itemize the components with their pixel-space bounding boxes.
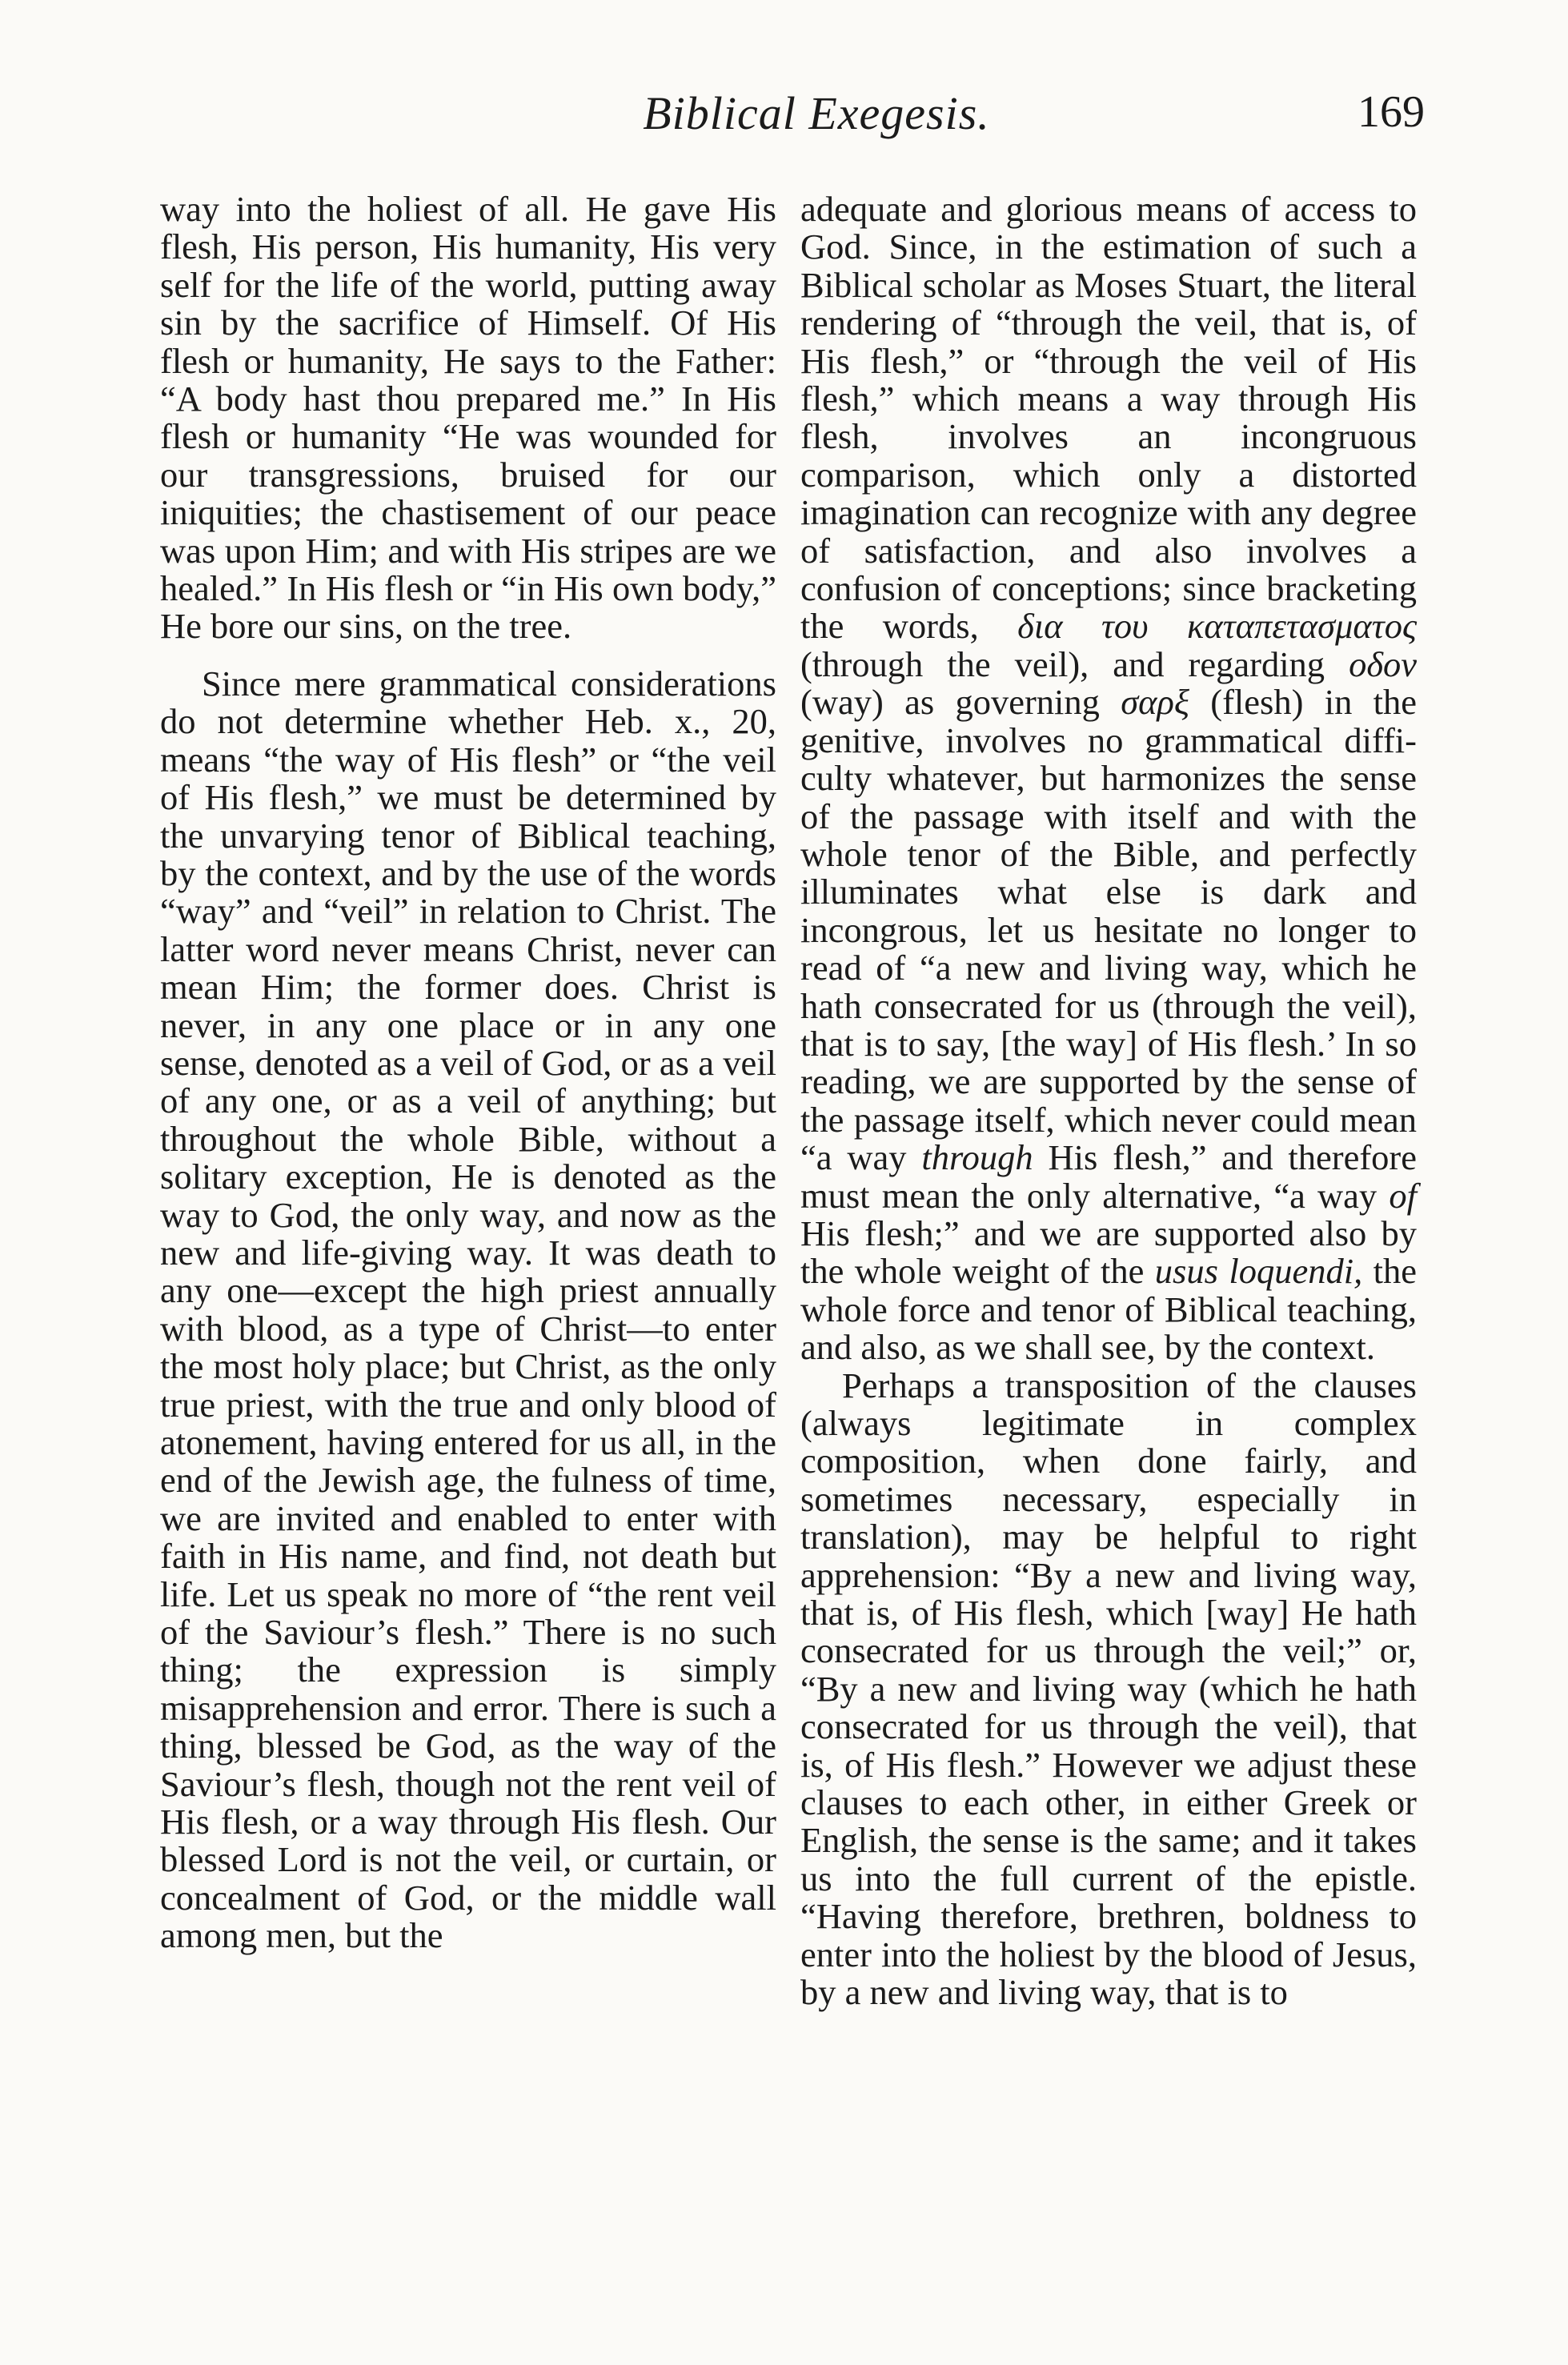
greek-word-way: οδον [1349, 643, 1418, 684]
italic-usus-loquendi: usus loquendi, [1154, 1251, 1363, 1292]
page-number: 169 [1357, 87, 1425, 137]
right-paragraph-1-part-d: (flesh) in the genitive, involves no grammatical difficulty whatever, but harmonizes the sense of the passage with itself and with the whole tenor of the Bible, and perfectly illuminates what else is dark and incongrous, let us hesitate no longer to read of “a new and living way, which he hath consecrated for us (through the veil), that is to say, [the way] of His flesh.’ In so reading, we are supported by the sense of the passage itself, which never could mean “a way [800, 682, 1418, 1178]
right-paragraph-1-part-b: (through the veil), and regarding [800, 643, 1325, 684]
left-paragraph-1: way into the holiest of all. He gave His flesh, His person, His humanity, His very self for the life of the world, putting away sin by the sacrifice of Himself. Of His flesh or humanity, He says to the Father: “A body hast thou prepared me.” In His flesh or humanity “He was wounded for our transgressions, bruised for our iniquities; the chastisement of our peace was upon Him; and with His stripes are we healed.” In His flesh or “in His own body,” He bore our sins, on the tree. [160, 189, 776, 647]
right-paragraph-1-part-a: adequate and glorious means of access to God. Since, in the estimation of such a Biblical scholar as Moses Stuart, the literal rendering of “through the veil, that is, of His flesh,” or “through the veil of His flesh,” which means a way through His flesh, involves an incongruous comparison, which only a distorted imagination can recognize with any degree of satisfaction, and also involves a confusion of conceptions; since bracketing the words, [800, 189, 1417, 647]
right-column [800, 190, 1417, 2012]
right-paragraph-1-part-e: His flesh,” and therefore must mean the only alternative, “a way [800, 1137, 1417, 1216]
right-paragraph-2: Perhaps a transposition of the clauses (always legitimate in complex composition, when done fairly, and sometimes necessary, especially in translation), may be helpful to right apprehension: “By a new and living way, that is, of His flesh, which [way] He hath consecrated for us through the veil;” or, “By a new and living way (which he hath consecrated for us through the veil), that is, of His flesh.” However we adjust these clauses to each other, in either Greek or English, the sense is the same; and it takes us into the full current of the epistle. “Having therefore, brethren, boldness to enter into the holiest by the blood of Jesus, by a new and living way, that is to [800, 1365, 1417, 2013]
greek-phrase-through-the-veil: δια του καταπετασματος [1017, 606, 1418, 647]
greek-word-flesh: σαρξ [1121, 682, 1189, 723]
right-paragraph-1-part-f: His flesh;” and we are supported also by the whole weight of the [800, 1213, 1417, 1292]
italic-through: through [921, 1137, 1033, 1178]
italic-of: of [1389, 1175, 1418, 1216]
right-paragraph-1 [800, 190, 1417, 1367]
right-paragraph-1-part-c: (way) as governing [800, 682, 1100, 723]
page-header [160, 86, 1425, 150]
right-paragraph-1-part-g: the whole force and tenor of Biblical teaching, and also, as we shall see, by the context. [800, 1251, 1417, 1368]
left-column [160, 190, 776, 1955]
running-title: Biblical Exegesis. [643, 87, 990, 139]
left-paragraph-2: Since mere grammatical considerations do not determine whether Heb. x., 20, means “the way of His flesh” or “the veil of His flesh,” we must be determined by the unvarying tenor of Biblical teaching, by the context, and by the use of the words “way” and “veil” in relation to Christ. The latter word never means Christ, never can mean Him; the former does. Christ is never, in any one place or in any one sense, denoted as a veil of God, or as a veil of any one, or as a veil of anything; but throughout the whole Bible, without a solitary exception, He is denoted as the way to God, the only way, and now as the new and life-giving way. It was death to any one—except the high priest annually with blood, as a type of Christ—to enter the most holy place; but Christ, as the only true priest, with the true and only blood of atonement, having entered for us all, in the end of the Jewish age, the fulness of time, we are invited and enabled to enter with faith in His name, and find, not death but life. Let us speak no more of “the rent veil of the Saviour’s flesh.” There is no such thing; the expression is simply misapprehension and error. There is such a thing, blessed be God, as the way of the Saviour’s flesh, though not the rent veil of His flesh, or a way through His flesh. Our blessed Lord is not the veil, or curtain, or concealment of God, or the middle wall among men, but the [160, 663, 776, 1956]
